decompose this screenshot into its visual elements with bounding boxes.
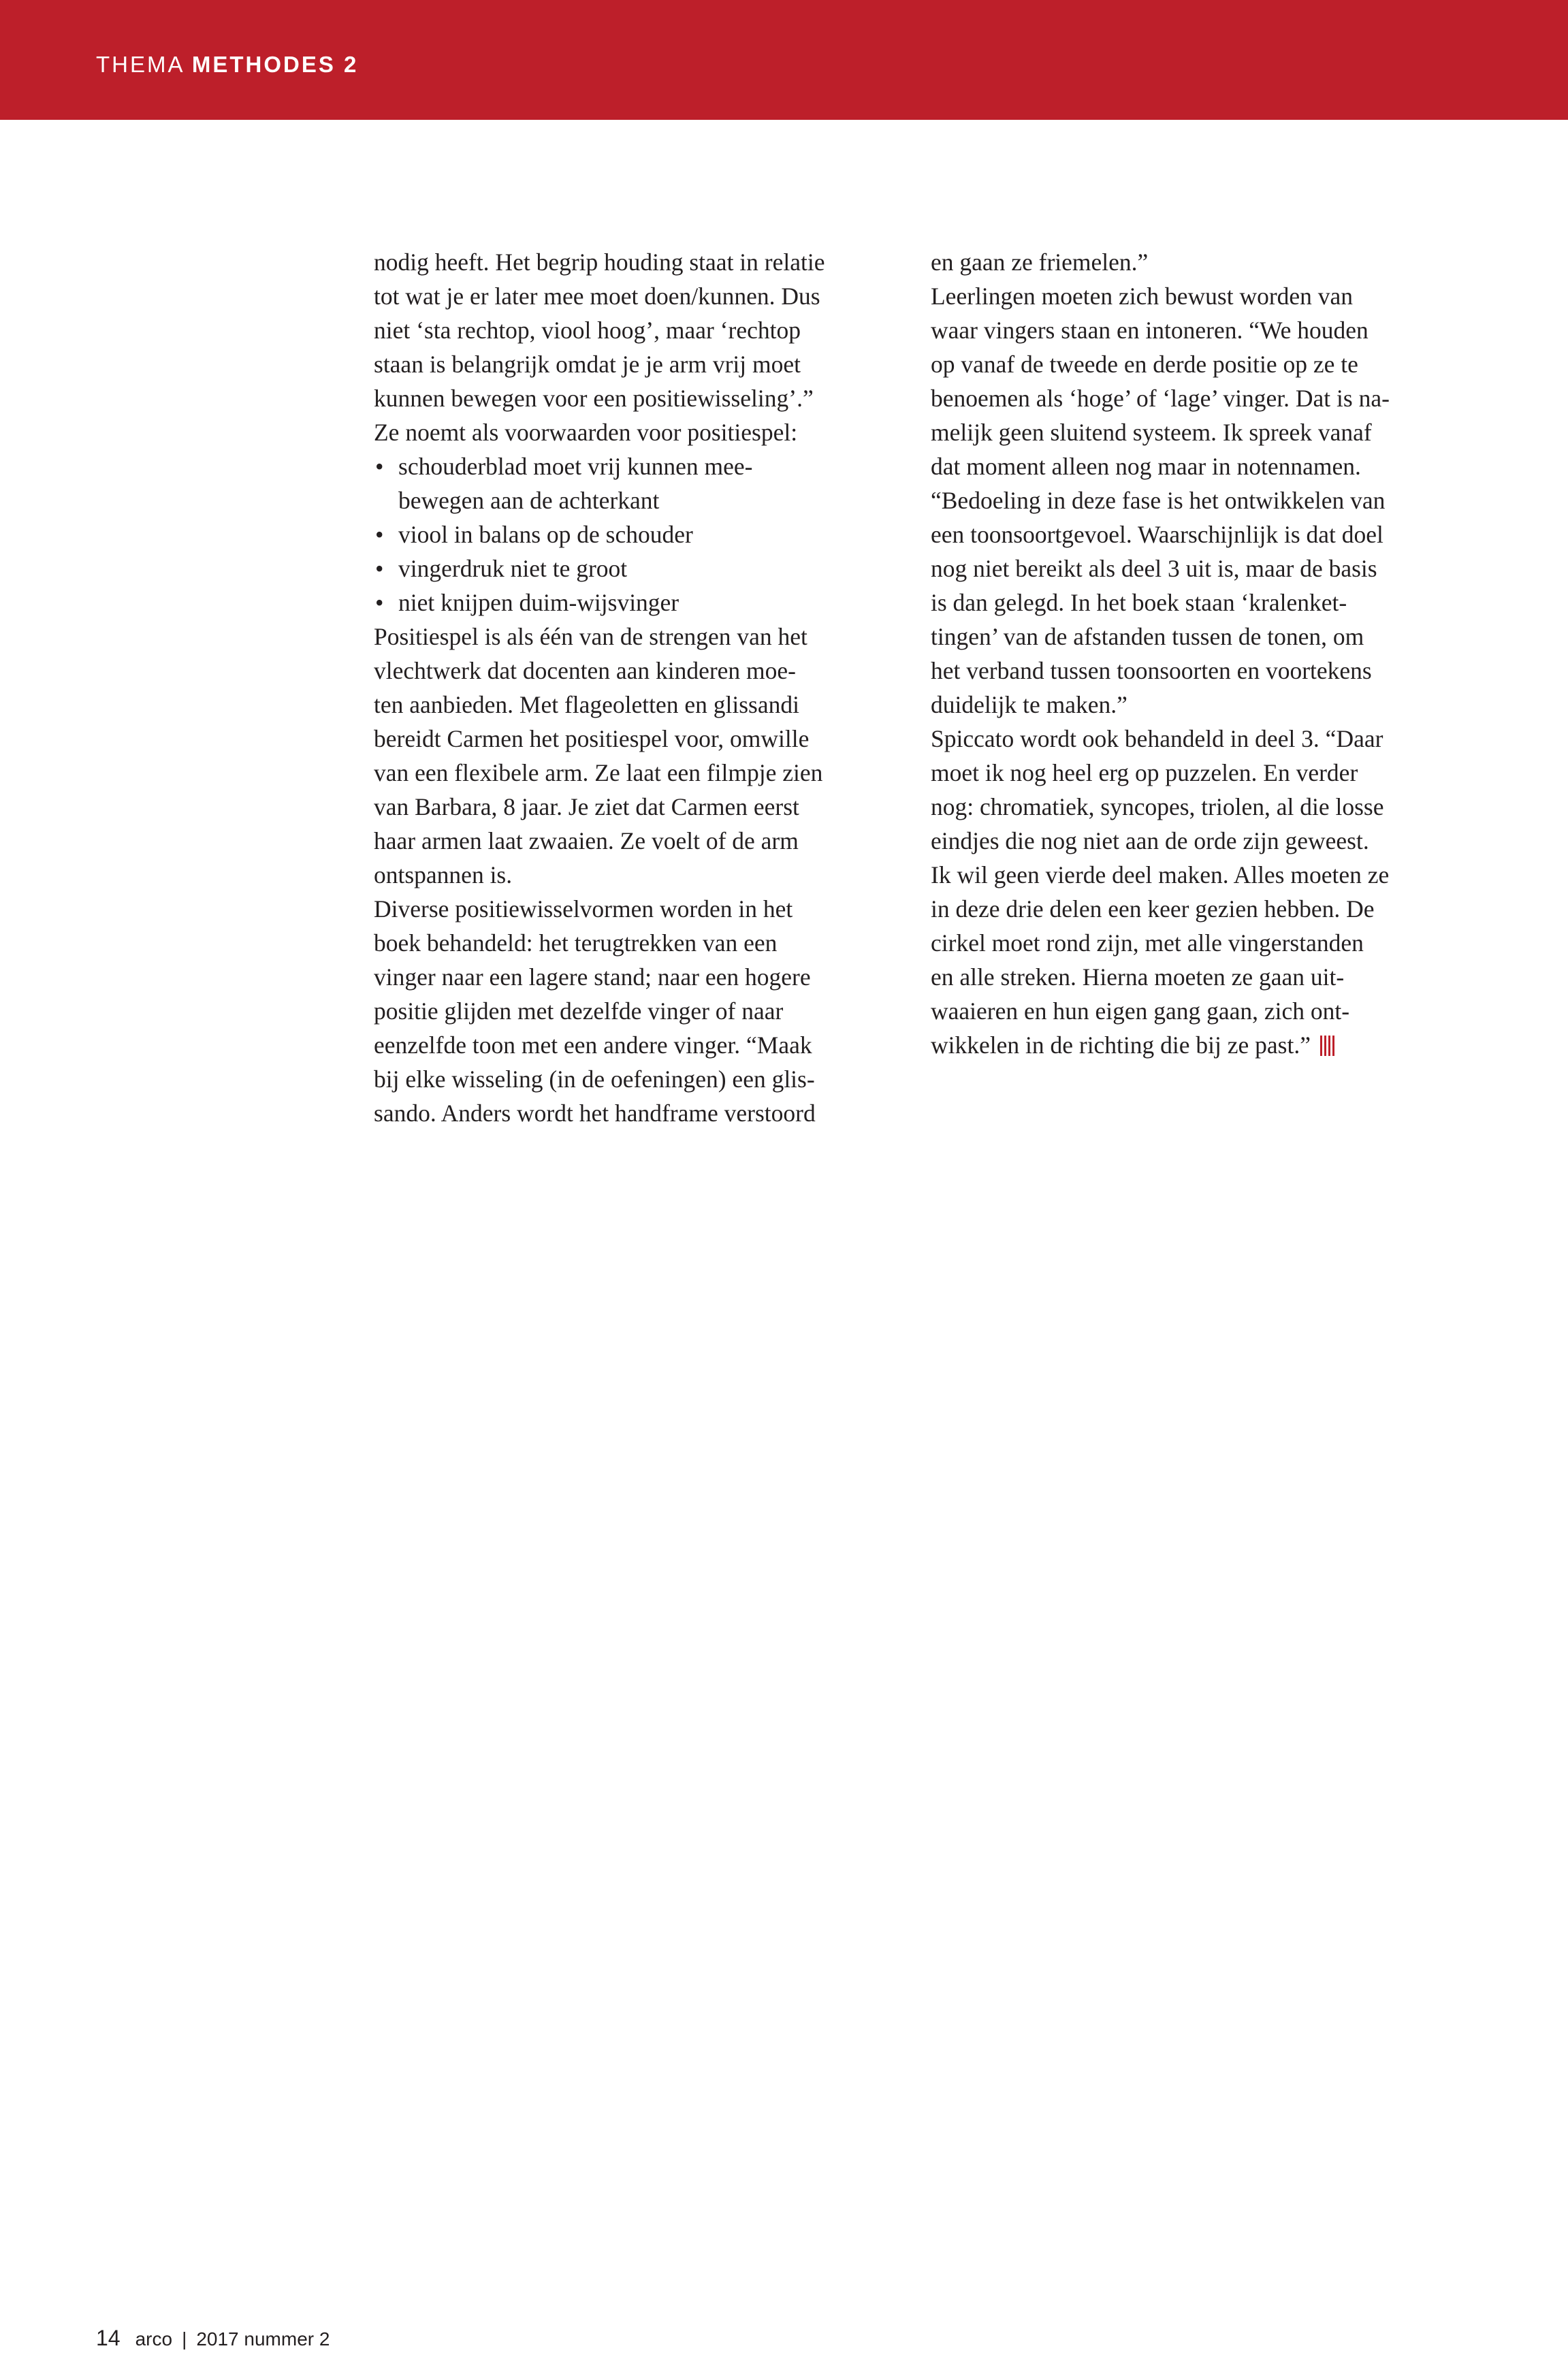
paragraph [931,245,1462,279]
text-line: benoemen als ‘hoge’ of ‘lage’ vinger. Dat is na- [931,385,1390,412]
text-line: tot wat je er later mee moet doen/kunnen. Dus [374,283,820,310]
text-line: van Barbara, 8 jaar. Je ziet dat Carmen eerst [374,793,799,820]
end-of-article-icon [1319,1036,1337,1056]
text-line: Spiccato wordt ook behandeld in deel 3. “Daar [931,725,1383,752]
text-line: cirkel moet rond zijn, met alle vingerstanden [931,929,1364,957]
text-line: vlechtwerk dat docenten aan kinderen moe- [374,657,796,684]
text-line: nog niet bereikt als deel 3 uit is, maar de basis [931,555,1377,582]
text-line: dat moment alleen nog maar in notennamen. [931,453,1361,480]
issue-label: 2017 nummer 2 [196,2328,330,2350]
text-line: bereidt Carmen het positiespel voor, omwille [374,725,810,752]
list-item [374,449,905,483]
paragraph [374,620,905,892]
right-column [931,245,1462,1062]
section-title: METHODES 2 [191,52,359,77]
text-line: “Bedoeling in deze fase is het ontwikkelen van [931,487,1386,514]
text-line: waar vingers staan en intoneren. “We houden [931,317,1369,344]
text-line: eindjes die nog niet aan de orde zijn geweest. [931,827,1369,854]
page-number: 14 [96,2326,121,2350]
text-line: is dan gelegd. In het boek staan ‘kralenket- [931,589,1347,616]
text-line: haar armen laat zwaaien. Ze voelt of de arm [374,827,799,854]
text-line: het verband tussen toonsoorten en voortekens [931,657,1372,684]
list-item-text: vingerdruk niet te groot [398,555,628,582]
text-line: op vanaf de tweede en derde positie op ze te [931,351,1358,378]
text-line: Positiespel is als één van de strengen van het [374,623,807,650]
text-line: staan is belangrijk omdat je je arm vrij moet [374,351,801,378]
text-line: kunnen bewegen voor een positiewisseling’.” [374,385,814,412]
paragraph [374,892,905,1130]
page-footer [96,2327,330,2349]
bullet-icon: • [375,589,384,616]
left-column [374,245,905,1130]
text-line: en gaan ze friemelen.” [931,248,1149,276]
text-line: Ik wil geen vierde deel maken. Alles moeten ze [931,861,1390,888]
list-item-text: bewegen aan de achterkant [398,487,660,514]
text-line: van een flexibele arm. Ze laat een filmpje zien [374,759,823,786]
text-line: en alle streken. Hierna moeten ze gaan uit- [931,963,1345,991]
list-item [374,517,905,551]
text-line: ten aanbieden. Met flageoletten en glissandi [374,691,799,718]
text-line: Diverse positiewisselvormen worden in het [374,895,793,923]
text-line: niet ‘sta rechtop, viool hoog’, maar ‘rechtop [374,317,801,344]
text-line: vinger naar een lagere stand; naar een hogere [374,963,811,991]
text-line: nog: chromatiek, syncopes, triolen, al die losse [931,793,1384,820]
list-item [374,551,905,586]
text-line: moet ik nog heel erg op puzzelen. En verder [931,759,1358,786]
text-line: wikkelen in de richting die bij ze past.” [931,1028,1462,1062]
text-line: melijk geen sluitend systeem. Ik spreek vanaf [931,419,1372,446]
bullet-icon: • [375,521,384,548]
section-label: THEMA [96,52,184,77]
text-line: Leerlingen moeten zich bewust worden van [931,283,1354,310]
magazine-name: arco [135,2328,173,2350]
section-header [96,53,358,76]
text-line: in deze drie delen een keer gezien hebben. De [931,895,1375,923]
text-line: waaieren en hun eigen gang gaan, zich ont- [931,997,1350,1025]
text-line: Ze noemt als voorwaarden voor positiespel: [374,419,798,446]
text-line: ontspannen is. [374,861,513,888]
text-line: nodig heeft. Het begrip houding staat in relatie [374,248,825,276]
list-item-text: viool in balans op de schouder [398,521,693,548]
bullet-icon: • [375,453,384,480]
list-item [374,586,905,620]
text-line: tingen’ van de afstanden tussen de tonen, om [931,623,1364,650]
text-line: sando. Anders wordt het handframe verstoord [374,1100,816,1127]
text-line: eenzelfde toon met een andere vinger. “Maak [374,1031,812,1059]
paragraph [931,722,1462,1062]
paragraph [374,245,905,449]
footer-separator: | [182,2328,187,2350]
text-line: een toonsoortgevoel. Waarschijnlijk is dat doel [931,521,1383,548]
list-item-text: niet knijpen duim-wijsvinger [398,589,679,616]
text-line: duidelijk te maken.” [931,691,1127,718]
text-line: boek behandeld: het terugtrekken van een [374,929,778,957]
text-line: bij elke wisseling (in de oefeningen) een glis- [374,1065,815,1093]
bullet-icon: • [375,555,384,582]
paragraph [931,279,1462,722]
bullet-list [374,449,905,620]
list-item-text: schouderblad moet vrij kunnen mee- [398,453,753,480]
text-line: positie glijden met dezelfde vinger of naar [374,997,784,1025]
